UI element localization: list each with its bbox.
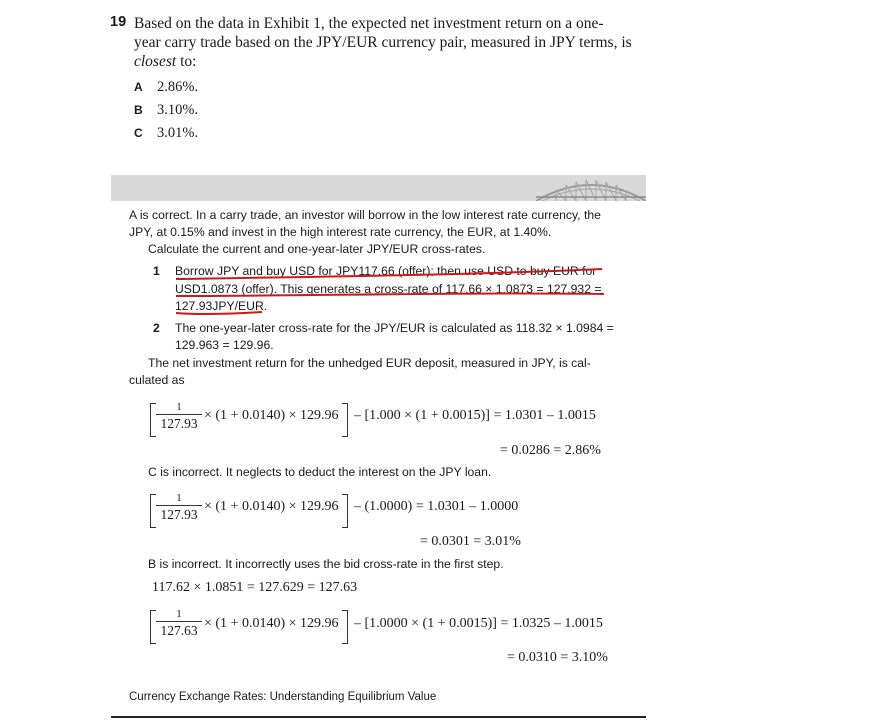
question-number: 19 [110,14,127,30]
numerator: 1 [176,492,182,504]
option-letter: A [134,80,143,94]
footer-rule [111,716,646,718]
question-block [110,14,670,142]
b-cross-rate-calc: 117.62 × 1.0851 = 127.629 = 127.63 [152,580,358,595]
right-bracket [342,403,348,437]
solution-intro-1: A is correct. In a carry trade, an investor will borrow in the low interest rate currency, the [129,208,601,222]
solution-intro-2: JPY, at 0.15% and invest in the high interest rate currency, the EUR, at 1.40%. [129,225,552,239]
eq-result: = 0.0301 = 3.01% [420,534,521,549]
eq-middle: × (1 + 0.0140) × 129.96 [204,616,339,631]
eq-rest: – [1.000 × (1 + 0.0015)] = 1.0301 – 1.0015 [354,408,596,423]
eq-middle: × (1 + 0.0140) × 129.96 [204,408,339,423]
option-b[interactable] [134,102,670,119]
fraction [156,608,202,638]
question-line-1: Based on the data in Exhibit 1, the expected net investment return on a one- [134,15,604,32]
denominator: 127.63 [160,623,198,638]
c-incorrect-text: C is incorrect. It neglects to deduct the interest on the JPY loan. [148,465,492,479]
solution-banner [111,175,646,201]
option-c[interactable] [134,125,670,142]
eq-rest: – [1.0000 × (1 + 0.0015)] = 1.0325 – 1.0015 [354,616,603,631]
eq-result: = 0.0286 = 2.86% [500,443,601,458]
question-line-3 [134,52,670,71]
page-footer: Currency Exchange Rates: Understanding Equilibrium Value [129,691,437,703]
question-to: to: [176,53,197,70]
numerator: 1 [176,401,182,413]
option-a[interactable] [134,79,670,96]
fraction [156,401,202,431]
bridge-illustration [536,175,646,201]
question-text [134,14,670,71]
fraction-bar [156,414,202,415]
denominator: 127.93 [160,416,198,431]
right-bracket [342,610,348,644]
eq-rest: – (1.0000) = 1.0301 – 1.0000 [354,499,519,514]
step-1-number: 1 [153,264,160,278]
numerator: 1 [176,608,182,620]
step-2-number: 2 [153,321,160,335]
eq-middle: × (1 + 0.0140) × 129.96 [204,499,339,514]
step-1-line-2: USD1.0873 (offer). This generates a cross-rate of 117.66 × 1.0873 = 127.932 = [175,282,602,296]
net-return-line-1: The net investment return for the unhedged EUR deposit, measured in JPY, is cal- [148,356,591,370]
calc-heading: Calculate the current and one-year-later JPY/EUR cross-rates. [148,242,486,256]
eq-result: = 0.0310 = 3.10% [507,650,608,665]
step-2-line-1: The one-year-later cross-rate for the JPY/EUR is calculated as 118.32 × 1.0984 = [175,321,614,335]
option-letter: C [134,126,143,140]
denominator: 127.93 [160,507,198,522]
option-value: 3.01%. [157,125,199,141]
net-return-line-2: culated as [129,373,185,387]
fraction-bar [156,505,202,506]
option-value: 3.10%. [157,102,199,118]
step-1-line-1: Borrow JPY and buy USD for JPY117.66 (offer); then use USD to buy EUR for [175,264,597,278]
option-letter: B [134,103,143,117]
step-2-line-2: 129.963 = 129.96. [175,338,274,352]
option-value: 2.86%. [157,79,199,95]
question-line-2: year carry trade based on the JPY/EUR currency pair, measured in JPY terms, is [134,34,632,51]
b-incorrect-text: B is incorrect. It incorrectly uses the bid cross-rate in the first step. [148,557,504,571]
fraction [156,492,202,522]
fraction-bar [156,621,202,622]
closest-emphasis: closest [134,53,177,70]
right-bracket [342,494,348,528]
step-1-line-3: 127.93JPY/EUR. [175,299,268,313]
